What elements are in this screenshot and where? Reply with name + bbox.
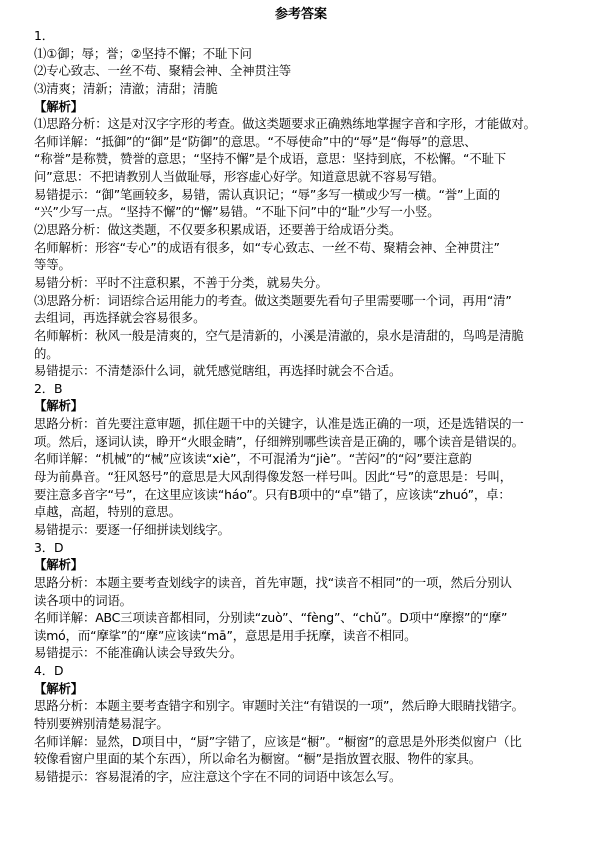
text-line: 2．B — [34, 380, 63, 396]
text-line: 思路分析：首先要注意审题，抓住题干中的关键字，认准是选正确的一项，还是选错误的一 — [34, 416, 524, 432]
text-line: 要注意多音字“号”，在这里应该读“háo”。只有B项中的“卓”错了，应该读“zhuó”，卓： — [34, 486, 511, 502]
text-line: 名师详解：ABC三项读音都相同，分别读“zuò”、“fèng”、“chǔ”。D项中“摩擦”的“摩” — [34, 610, 508, 626]
text-line: ⑶思路分析：词语综合运用能力的考查。做这类题要先看句子里需要哪一个词，再用“清” — [34, 292, 512, 308]
text-line: 名师解析：秋风一般是清爽的，空气是清新的，小溪是清澈的，泉水是清甜的，鸟鸣是清脆 — [34, 327, 524, 343]
text-line: 去组词，再选择就会容易很多。 — [34, 310, 206, 326]
text-line: ⑴①御；辱；誉；②坚持不懈；不耻下问 — [34, 45, 252, 61]
text-line: 等等。 — [34, 257, 71, 273]
section-heading: 【解析】 — [34, 398, 83, 414]
answer-body — [34, 27, 578, 786]
text-line: ⑶清爽；清新；清澈；清甜；清脆 — [34, 80, 218, 96]
text-line: 特别要辨别清楚易混字。 — [34, 715, 169, 731]
text-line: ⑴思路分析：这是对汉字字形的考查。做这类题要求正确熟练地掌握字音和字形，才能做对。 — [34, 116, 536, 132]
text-line: 易错提示：不能准确认读会导致失分。 — [34, 645, 243, 661]
text-line: 4．D — [34, 663, 64, 679]
text-line: 名师详解：“抵御”的“御”是“防御”的意思。“不辱使命”中的“辱”是“侮辱”的意思、 — [34, 133, 477, 149]
text-line: “兴”少写一点。“坚持不懈”的“懈”易错。“不耻下问”中的“耻”少写一小竖。 — [34, 204, 440, 220]
text-line: 卓越，高超，特别的意思。 — [34, 504, 181, 520]
text-line: 易错提示：不清楚添什么词，就凭感觉瞎组，再选择时就会不合适。 — [34, 363, 402, 379]
section-heading: 【解析】 — [34, 557, 83, 573]
text-line: 项。然后，逐词认读，睁开“火眼金睛”，仔细辨别哪些读音是正确的，哪个读音是错误的。 — [34, 433, 524, 449]
text-line: 名师解析：形容“专心”的成语有很多，如“专心致志、一丝不苟、聚精会神、全神贯注” — [34, 239, 500, 255]
text-line: 读mó，而“摩挲”的“摩”应该读“mā”，意思是用手抚摩，读音不相同。 — [34, 627, 417, 643]
text-line: 的。 — [34, 345, 59, 361]
text-line: 易错提示：要逐一仔细拼读划线字。 — [34, 521, 230, 537]
text-line: 3．D — [34, 539, 64, 555]
text-line: 问”意思：不把请教别人当做耻辱，形容虚心好学。知道意思就不容易写错。 — [34, 169, 445, 185]
section-heading: 【解析】 — [34, 680, 83, 696]
section-heading: 【解析】 — [34, 98, 83, 114]
text-line: 名师详解：“机械”的“械”应该读“xiè”，不可混淆为“jiè”。“苦闷”的“闷”要注意韵 — [34, 451, 472, 467]
text-line: 易错提示：容易混淆的字，应注意这个字在不同的词语中该怎么写。 — [34, 768, 402, 784]
text-line: “称誉”是称赞，赞誉的意思；“坚持不懈”是个成语，意思：坚持到底，不松懈。“不耻下 — [34, 151, 507, 167]
text-line: 母为前鼻音。“狂风怒号”的意思是大风刮得像发怒一样号叫。因此“号”的意思是：号叫， — [34, 469, 512, 485]
text-line: 较像看窗户里面的某个东西），所以命名为橱窗。“橱”是指放置衣服、物件的家具。 — [34, 751, 482, 767]
text-line: 读各项中的词语。 — [34, 592, 132, 608]
text-line: 思路分析：本题主要考查划线字的读音，首先审题，找“读音不相同”的一项，然后分别认 — [34, 574, 512, 590]
page-title: 参考答案 — [274, 7, 327, 22]
text-line: ⑵思路分析：做这类题，不仅要多积累成语，还要善于给成语分类。 — [34, 222, 402, 238]
text-line: 易错提示：“御”笔画较多，易错，需认真识记；“辱”多写一横或少写一横。“誉”上面的 — [34, 186, 501, 202]
text-line: 思路分析：本题主要考查错字和别字。审题时关注“有错误的一项”，然后睁大眼睛找错字。 — [34, 698, 524, 714]
text-line: 1． — [34, 28, 54, 43]
text-line: 名师详解：显然，D项目中，“厨”字错了，应该是“橱”。“橱窗”的意思是外形类似窗户（比 — [34, 733, 522, 749]
text-line: 易错分析：平时不注意积累，不善于分类，就易失分。 — [34, 274, 328, 290]
text-line: ⑵专心致志、一丝不苟、聚精会神、全神贯注等 — [34, 63, 292, 79]
